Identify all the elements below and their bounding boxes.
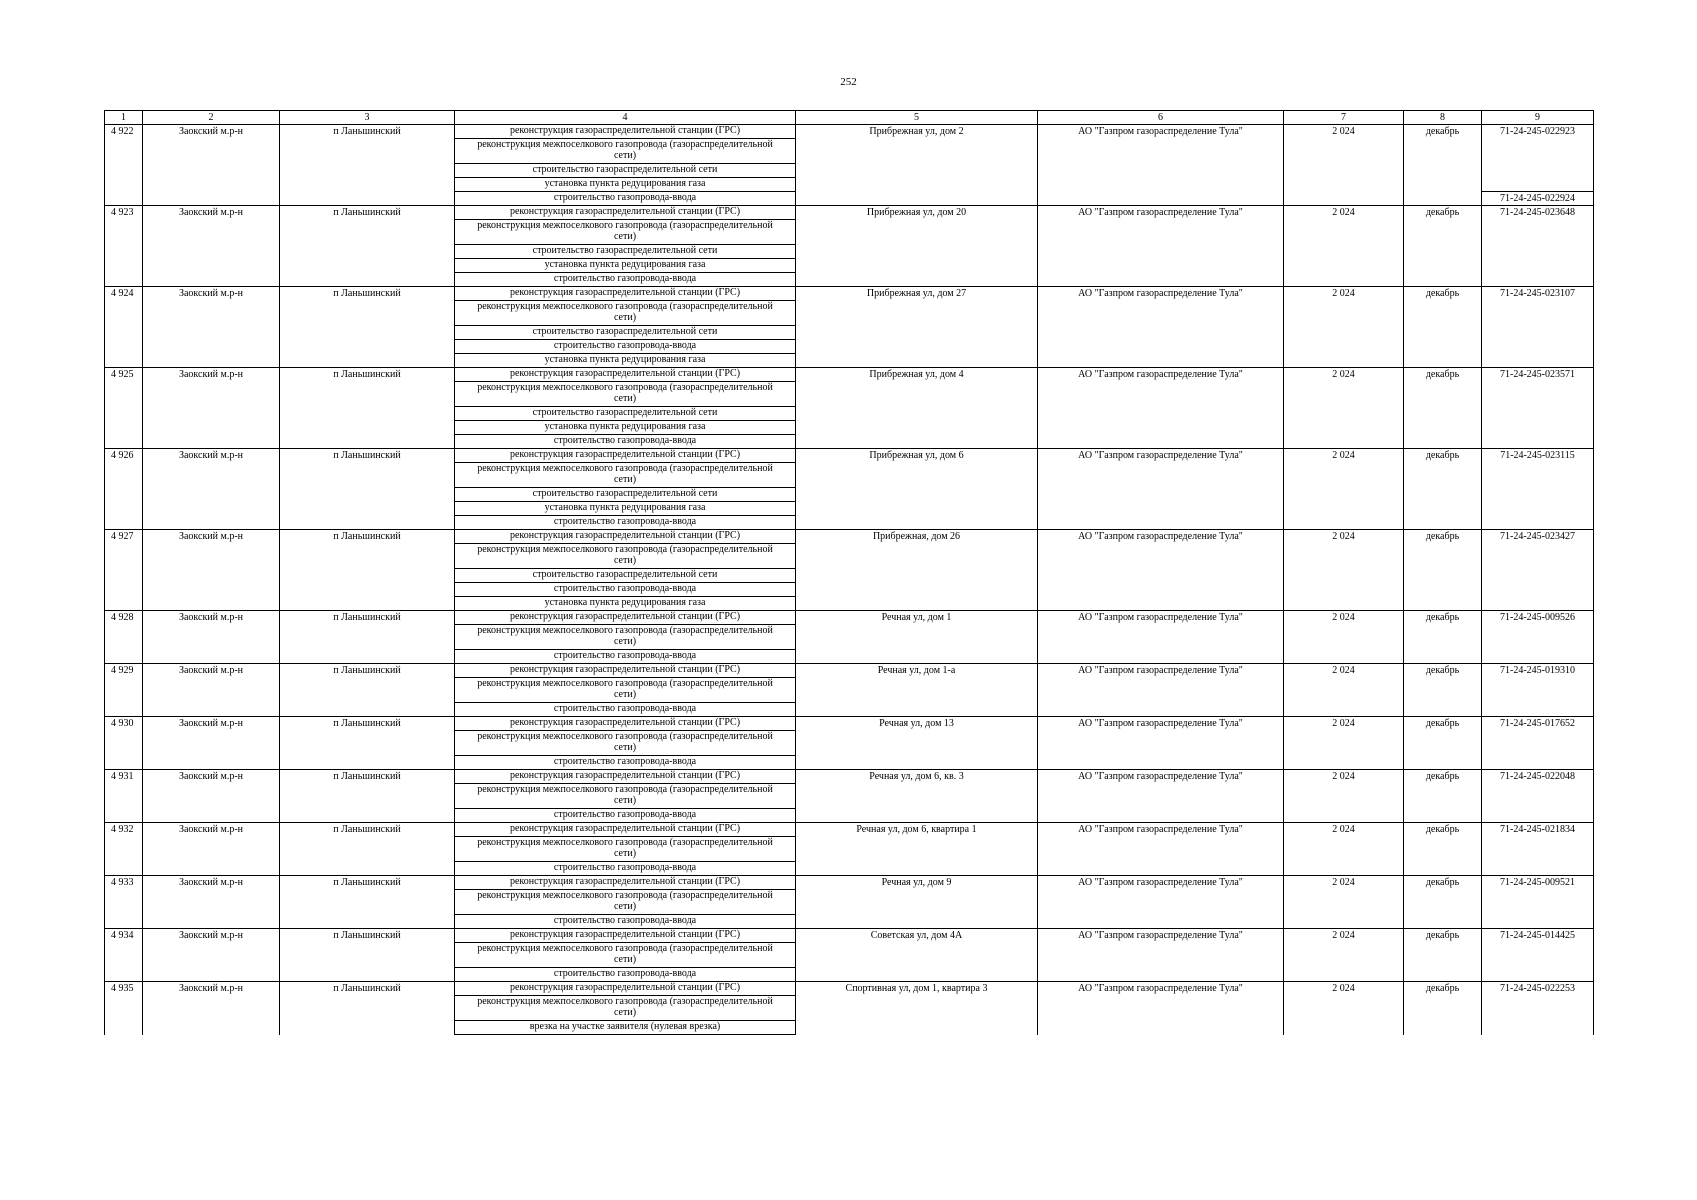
organization-cell: АО "Газпром газораспределение Тула" xyxy=(1038,125,1284,206)
district-cell: Заокский м.р-н xyxy=(143,770,280,823)
work-type-cell: реконструкция межпоселкового газопровода (газораспределительной сети) xyxy=(455,996,796,1021)
work-type-cell: реконструкция межпоселкового газопровода (газораспределительной сети) xyxy=(455,943,796,968)
row-number: 4 930 xyxy=(105,717,143,770)
year-cell: 2 024 xyxy=(1284,125,1404,206)
row-number: 4 922 xyxy=(105,125,143,206)
organization-cell: АО "Газпром газораспределение Тула" xyxy=(1038,449,1284,530)
address-cell: Речная ул, дом 13 xyxy=(796,717,1038,770)
column-header: 6 xyxy=(1038,111,1284,125)
month-cell: декабрь xyxy=(1404,125,1482,206)
work-type-cell: реконструкция газораспределительной станции (ГРС) xyxy=(455,449,796,463)
work-type-cell: строительство газопровода-ввода xyxy=(455,968,796,982)
table-row xyxy=(105,982,1594,996)
district-cell: Заокский м.р-н xyxy=(143,368,280,449)
code-cell: 71-24-245-023107 xyxy=(1482,287,1594,368)
work-type-cell: реконструкция межпоселкового газопровода (газораспределительной сети) xyxy=(455,890,796,915)
work-type-cell: реконструкция межпоселкового газопровода (газораспределительной сети) xyxy=(455,678,796,703)
year-cell: 2 024 xyxy=(1284,530,1404,611)
organization-cell: АО "Газпром газораспределение Тула" xyxy=(1038,823,1284,876)
work-type-cell: строительство газораспределительной сети xyxy=(455,407,796,421)
month-cell: декабрь xyxy=(1404,368,1482,449)
settlement-cell: п Ланьшинский xyxy=(280,823,455,876)
code-cell: 71-24-245-022048 xyxy=(1482,770,1594,823)
district-cell: Заокский м.р-н xyxy=(143,929,280,982)
month-cell: декабрь xyxy=(1404,206,1482,287)
work-type-cell: строительство газопровода-ввода xyxy=(455,756,796,770)
row-number: 4 925 xyxy=(105,368,143,449)
work-type-cell: установка пункта редуцирования газа xyxy=(455,597,796,611)
month-cell: декабрь xyxy=(1404,929,1482,982)
year-cell: 2 024 xyxy=(1284,717,1404,770)
month-cell: декабрь xyxy=(1404,876,1482,929)
work-type-cell: строительство газопровода-ввода xyxy=(455,809,796,823)
work-type-cell: реконструкция газораспределительной станции (ГРС) xyxy=(455,876,796,890)
settlement-cell: п Ланьшинский xyxy=(280,717,455,770)
year-cell: 2 024 xyxy=(1284,876,1404,929)
settlement-cell: п Ланьшинский xyxy=(280,611,455,664)
table-row xyxy=(105,287,1594,301)
column-header: 8 xyxy=(1404,111,1482,125)
settlement-cell: п Ланьшинский xyxy=(280,206,455,287)
district-cell: Заокский м.р-н xyxy=(143,125,280,206)
organization-cell: АО "Газпром газораспределение Тула" xyxy=(1038,876,1284,929)
work-type-cell: строительство газопровода-ввода xyxy=(455,340,796,354)
row-number: 4 923 xyxy=(105,206,143,287)
work-type-cell: строительство газопровода-ввода xyxy=(455,192,796,206)
row-number: 4 934 xyxy=(105,929,143,982)
gasification-table xyxy=(104,110,1594,1035)
table-row xyxy=(105,770,1594,784)
code-cell: 71-24-245-019310 xyxy=(1482,664,1594,717)
work-type-cell: строительство газопровода-ввода xyxy=(455,435,796,449)
organization-cell: АО "Газпром газораспределение Тула" xyxy=(1038,206,1284,287)
code-cell-secondary: 71-24-245-022924 xyxy=(1482,192,1594,206)
row-number: 4 929 xyxy=(105,664,143,717)
address-cell: Советская ул, дом 4А xyxy=(796,929,1038,982)
organization-cell: АО "Газпром газораспределение Тула" xyxy=(1038,368,1284,449)
settlement-cell: п Ланьшинский xyxy=(280,770,455,823)
code-cell: 71-24-245-023115 xyxy=(1482,449,1594,530)
row-number: 4 932 xyxy=(105,823,143,876)
code-cell: 71-24-245-014425 xyxy=(1482,929,1594,982)
organization-cell: АО "Газпром газораспределение Тула" xyxy=(1038,530,1284,611)
work-type-cell: установка пункта редуцирования газа xyxy=(455,178,796,192)
work-type-cell: строительство газопровода-ввода xyxy=(455,703,796,717)
settlement-cell: п Ланьшинский xyxy=(280,876,455,929)
work-type-cell: установка пункта редуцирования газа xyxy=(455,259,796,273)
work-type-cell: реконструкция газораспределительной станции (ГРС) xyxy=(455,823,796,837)
year-cell: 2 024 xyxy=(1284,929,1404,982)
work-type-cell: строительство газораспределительной сети xyxy=(455,569,796,583)
work-type-cell: строительство газопровода-ввода xyxy=(455,650,796,664)
table-body xyxy=(105,125,1594,1035)
year-cell: 2 024 xyxy=(1284,770,1404,823)
work-type-cell: установка пункта редуцирования газа xyxy=(455,421,796,435)
table-row xyxy=(105,717,1594,731)
work-type-cell: реконструкция межпоселкового газопровода (газораспределительной сети) xyxy=(455,382,796,407)
year-cell: 2 024 xyxy=(1284,449,1404,530)
row-number: 4 931 xyxy=(105,770,143,823)
work-type-cell: реконструкция межпоселкового газопровода (газораспределительной сети) xyxy=(455,837,796,862)
district-cell: Заокский м.р-н xyxy=(143,206,280,287)
work-type-cell: строительство газопровода-ввода xyxy=(455,516,796,530)
month-cell: декабрь xyxy=(1404,449,1482,530)
work-type-cell: строительство газопровода-ввода xyxy=(455,915,796,929)
settlement-cell: п Ланьшинский xyxy=(280,530,455,611)
work-type-cell: реконструкция межпоселкового газопровода (газораспределительной сети) xyxy=(455,220,796,245)
table-row xyxy=(105,876,1594,890)
organization-cell: АО "Газпром газораспределение Тула" xyxy=(1038,664,1284,717)
district-cell: Заокский м.р-н xyxy=(143,982,280,1035)
month-cell: декабрь xyxy=(1404,530,1482,611)
row-number: 4 926 xyxy=(105,449,143,530)
work-type-cell: строительство газораспределительной сети xyxy=(455,326,796,340)
settlement-cell: п Ланьшинский xyxy=(280,929,455,982)
work-type-cell: реконструкция межпоселкового газопровода (газораспределительной сети) xyxy=(455,784,796,809)
district-cell: Заокский м.р-н xyxy=(143,611,280,664)
table-row xyxy=(105,125,1594,139)
year-cell: 2 024 xyxy=(1284,368,1404,449)
table-row xyxy=(105,530,1594,544)
settlement-cell: п Ланьшинский xyxy=(280,664,455,717)
month-cell: декабрь xyxy=(1404,664,1482,717)
work-type-cell: реконструкция межпоселкового газопровода (газораспределительной сети) xyxy=(455,463,796,488)
settlement-cell: п Ланьшинский xyxy=(280,287,455,368)
year-cell: 2 024 xyxy=(1284,823,1404,876)
district-cell: Заокский м.р-н xyxy=(143,717,280,770)
organization-cell: АО "Газпром газораспределение Тула" xyxy=(1038,982,1284,1035)
address-cell: Речная ул, дом 1-а xyxy=(796,664,1038,717)
district-cell: Заокский м.р-н xyxy=(143,664,280,717)
district-cell: Заокский м.р-н xyxy=(143,823,280,876)
work-type-cell: реконструкция межпоселкового газопровода (газораспределительной сети) xyxy=(455,731,796,756)
work-type-cell: строительство газопровода-ввода xyxy=(455,862,796,876)
row-number: 4 924 xyxy=(105,287,143,368)
column-header: 7 xyxy=(1284,111,1404,125)
table-row xyxy=(105,929,1594,943)
code-cell: 71-24-245-022253 xyxy=(1482,982,1594,1035)
column-header: 1 xyxy=(105,111,143,125)
address-cell: Прибрежная, дом 26 xyxy=(796,530,1038,611)
settlement-cell: п Ланьшинский xyxy=(280,368,455,449)
code-cell: 71-24-245-023427 xyxy=(1482,530,1594,611)
address-cell: Речная ул, дом 6, кв. 3 xyxy=(796,770,1038,823)
column-header: 3 xyxy=(280,111,455,125)
address-cell: Речная ул, дом 1 xyxy=(796,611,1038,664)
work-type-cell: реконструкция межпоселкового газопровода (газораспределительной сети) xyxy=(455,301,796,326)
year-cell: 2 024 xyxy=(1284,664,1404,717)
month-cell: декабрь xyxy=(1404,770,1482,823)
work-type-cell: установка пункта редуцирования газа xyxy=(455,354,796,368)
work-type-cell: реконструкция газораспределительной станции (ГРС) xyxy=(455,717,796,731)
district-cell: Заокский м.р-н xyxy=(143,449,280,530)
organization-cell: АО "Газпром газораспределение Тула" xyxy=(1038,717,1284,770)
work-type-cell: строительство газораспределительной сети xyxy=(455,164,796,178)
page-number: 252 xyxy=(840,76,857,88)
work-type-cell: строительство газопровода-ввода xyxy=(455,273,796,287)
work-type-cell: врезка на участке заявителя (нулевая врезка) xyxy=(455,1021,796,1035)
code-cell: 71-24-245-023571 xyxy=(1482,368,1594,449)
work-type-cell: реконструкция газораспределительной станции (ГРС) xyxy=(455,125,796,139)
address-cell: Прибрежная ул, дом 4 xyxy=(796,368,1038,449)
column-header: 4 xyxy=(455,111,796,125)
work-type-cell: реконструкция газораспределительной станции (ГРС) xyxy=(455,368,796,382)
organization-cell: АО "Газпром газораспределение Тула" xyxy=(1038,929,1284,982)
address-cell: Прибрежная ул, дом 2 xyxy=(796,125,1038,206)
settlement-cell: п Ланьшинский xyxy=(280,125,455,206)
code-cell: 71-24-245-021834 xyxy=(1482,823,1594,876)
district-cell: Заокский м.р-н xyxy=(143,287,280,368)
work-type-cell: реконструкция газораспределительной станции (ГРС) xyxy=(455,770,796,784)
row-number: 4 928 xyxy=(105,611,143,664)
work-type-cell: реконструкция межпоселкового газопровода (газораспределительной сети) xyxy=(455,139,796,164)
address-cell: Речная ул, дом 6, квартира 1 xyxy=(796,823,1038,876)
organization-cell: АО "Газпром газораспределение Тула" xyxy=(1038,770,1284,823)
organization-cell: АО "Газпром газораспределение Тула" xyxy=(1038,287,1284,368)
month-cell: декабрь xyxy=(1404,717,1482,770)
work-type-cell: реконструкция газораспределительной станции (ГРС) xyxy=(455,611,796,625)
settlement-cell: п Ланьшинский xyxy=(280,449,455,530)
row-number: 4 933 xyxy=(105,876,143,929)
code-cell: 71-24-245-009521 xyxy=(1482,876,1594,929)
work-type-cell: строительство газораспределительной сети xyxy=(455,488,796,502)
work-type-cell: реконструкция газораспределительной станции (ГРС) xyxy=(455,287,796,301)
work-type-cell: реконструкция межпоселкового газопровода (газораспределительной сети) xyxy=(455,544,796,569)
table-row xyxy=(105,206,1594,220)
work-type-cell: строительство газопровода-ввода xyxy=(455,583,796,597)
address-cell: Прибрежная ул, дом 20 xyxy=(796,206,1038,287)
work-type-cell: реконструкция газораспределительной станции (ГРС) xyxy=(455,664,796,678)
month-cell: декабрь xyxy=(1404,982,1482,1035)
table-row xyxy=(105,611,1594,625)
district-cell: Заокский м.р-н xyxy=(143,876,280,929)
column-header: 5 xyxy=(796,111,1038,125)
code-cell: 71-24-245-017652 xyxy=(1482,717,1594,770)
year-cell: 2 024 xyxy=(1284,611,1404,664)
address-cell: Речная ул, дом 9 xyxy=(796,876,1038,929)
code-cell: 71-24-245-009526 xyxy=(1482,611,1594,664)
year-cell: 2 024 xyxy=(1284,287,1404,368)
work-type-cell: строительство газораспределительной сети xyxy=(455,245,796,259)
table-row xyxy=(105,368,1594,382)
row-number: 4 927 xyxy=(105,530,143,611)
column-header: 9 xyxy=(1482,111,1594,125)
work-type-cell: реконструкция газораспределительной станции (ГРС) xyxy=(455,530,796,544)
settlement-cell: п Ланьшинский xyxy=(280,982,455,1035)
work-type-cell: реконструкция газораспределительной станции (ГРС) xyxy=(455,206,796,220)
table-row xyxy=(105,664,1594,678)
table-row xyxy=(105,449,1594,463)
month-cell: декабрь xyxy=(1404,823,1482,876)
organization-cell: АО "Газпром газораспределение Тула" xyxy=(1038,611,1284,664)
table-row xyxy=(105,823,1594,837)
month-cell: декабрь xyxy=(1404,611,1482,664)
address-cell: Спортивная ул, дом 1, квартира 3 xyxy=(796,982,1038,1035)
month-cell: декабрь xyxy=(1404,287,1482,368)
row-number: 4 935 xyxy=(105,982,143,1035)
column-number-row xyxy=(105,111,1594,125)
address-cell: Прибрежная ул, дом 6 xyxy=(796,449,1038,530)
address-cell: Прибрежная ул, дом 27 xyxy=(796,287,1038,368)
work-type-cell: реконструкция газораспределительной станции (ГРС) xyxy=(455,982,796,996)
column-header: 2 xyxy=(143,111,280,125)
work-type-cell: реконструкция межпоселкового газопровода (газораспределительной сети) xyxy=(455,625,796,650)
table-header xyxy=(105,111,1594,125)
work-type-cell: реконструкция газораспределительной станции (ГРС) xyxy=(455,929,796,943)
code-cell: 71-24-245-023648 xyxy=(1482,206,1594,287)
work-type-cell: установка пункта редуцирования газа xyxy=(455,502,796,516)
district-cell: Заокский м.р-н xyxy=(143,530,280,611)
year-cell: 2 024 xyxy=(1284,206,1404,287)
year-cell: 2 024 xyxy=(1284,982,1404,1035)
code-cell: 71-24-245-022923 xyxy=(1482,125,1594,192)
